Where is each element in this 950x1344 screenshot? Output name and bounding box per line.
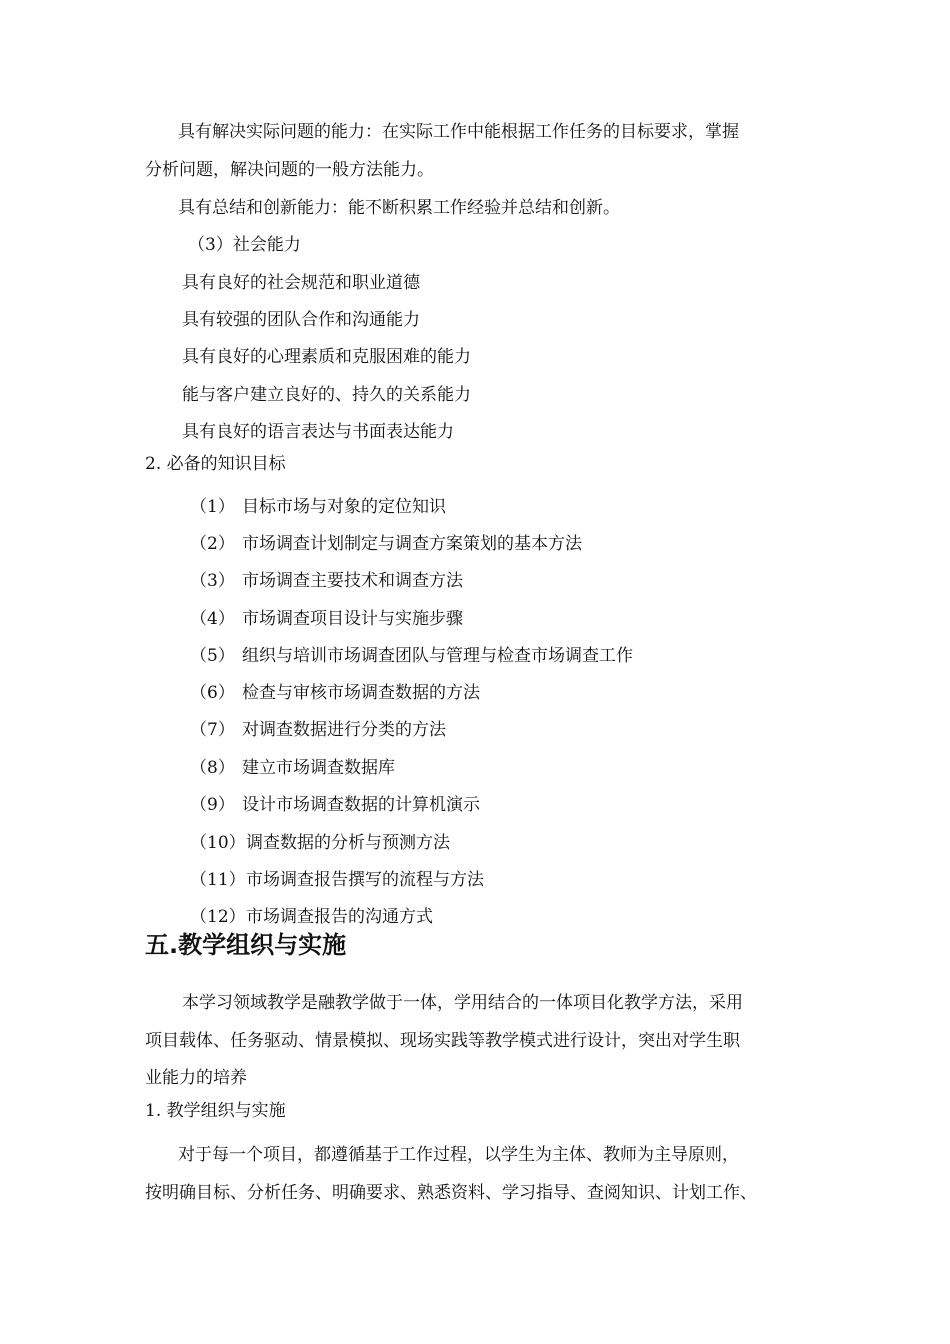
intro-line3: 业能力的培养 — [145, 1068, 247, 1088]
knowledge-item-number: （2） — [190, 534, 235, 554]
knowledge-item — [190, 644, 633, 668]
knowledge-item-number: （8） — [190, 758, 235, 778]
social-item: 能与客户建立良好的、持久的关系能力 — [182, 385, 471, 405]
social-item: 具有良好的社会规范和职业道德 — [182, 273, 420, 293]
knowledge-item-text: 市场调查报告的沟通方式 — [246, 907, 433, 927]
knowledge-item-text: 目标市场与对象的定位知识 — [242, 497, 446, 517]
knowledge-item-number: （11） — [190, 870, 246, 890]
knowledge-item-number: （9） — [190, 795, 235, 815]
knowledge-item — [190, 681, 480, 705]
knowledge-item-number: （10） — [190, 833, 246, 853]
knowledge-item-text: 建立市场调查数据库 — [242, 758, 395, 778]
knowledge-item-number: （1） — [190, 497, 235, 517]
paragraph-line2: 按明确目标、分析任务、明确要求、熟悉资料、学习指导、查阅知识、计划工作、 — [145, 1183, 757, 1203]
knowledge-item-number: （3） — [190, 571, 235, 591]
subsection-title: 1. 教学组织与实施 — [145, 1101, 286, 1121]
knowledge-item-text: 组织与培训市场调查团队与管理与检查市场调查工作 — [242, 646, 633, 666]
ability-summary-innovation: 具有总结和创新能力：能不断积累工作经验并总结和创新。 — [178, 198, 620, 218]
knowledge-item — [190, 718, 446, 742]
social-item: 具有良好的语言表达与书面表达能力 — [182, 422, 454, 442]
knowledge-item — [190, 756, 395, 780]
knowledge-title: 2. 必备的知识目标 — [145, 454, 286, 474]
section-heading: 五.教学组织与实施 — [145, 931, 347, 959]
intro-line1: 本学习领域教学是融教学做于一体，学用结合的一体项目化教学方法，采用 — [182, 993, 743, 1013]
knowledge-item — [190, 793, 480, 817]
ability-problem-solving-line2: 分析问题，解决问题的一般方法能力。 — [145, 160, 434, 180]
knowledge-item-text: 设计市场调查数据的计算机演示 — [242, 795, 480, 815]
social-item: 具有较强的团队合作和沟通能力 — [182, 310, 420, 330]
knowledge-item — [190, 905, 433, 929]
paragraph-line1: 对于每一个项目，都遵循基于工作过程，以学生为主体、教师为主导原则， — [178, 1145, 739, 1165]
knowledge-item — [190, 569, 463, 593]
knowledge-item-number: （7） — [190, 720, 235, 740]
knowledge-item-text: 市场调查计划制定与调查方案策划的基本方法 — [242, 534, 582, 554]
knowledge-item — [190, 831, 450, 855]
knowledge-item — [190, 868, 484, 892]
knowledge-item-number: （4） — [190, 609, 235, 629]
knowledge-item-text: 市场调查项目设计与实施步骤 — [242, 609, 463, 629]
knowledge-item-text: 调查数据的分析与预测方法 — [246, 833, 450, 853]
knowledge-item-text: 检查与审核市场调查数据的方法 — [242, 683, 480, 703]
knowledge-item-number: （12） — [190, 907, 246, 927]
social-item: 具有良好的心理素质和克服困难的能力 — [182, 347, 471, 367]
knowledge-item-number: （5） — [190, 646, 235, 666]
knowledge-item-text: 对调查数据进行分类的方法 — [242, 720, 446, 740]
knowledge-item-text: 市场调查主要技术和调查方法 — [242, 571, 463, 591]
intro-line2: 项目载体、任务驱动、情景模拟、现场实践等教学模式进行设计，突出对学生职 — [145, 1031, 740, 1051]
knowledge-item — [190, 532, 582, 556]
knowledge-item — [190, 495, 446, 519]
social-ability-title: （3）社会能力 — [188, 235, 301, 255]
ability-problem-solving-line1: 具有解决实际问题的能力：在实际工作中能根据工作任务的目标要求，掌握 — [178, 122, 739, 142]
knowledge-item-number: （6） — [190, 683, 235, 703]
knowledge-item — [190, 607, 463, 631]
knowledge-item-text: 市场调查报告撰写的流程与方法 — [246, 870, 484, 890]
